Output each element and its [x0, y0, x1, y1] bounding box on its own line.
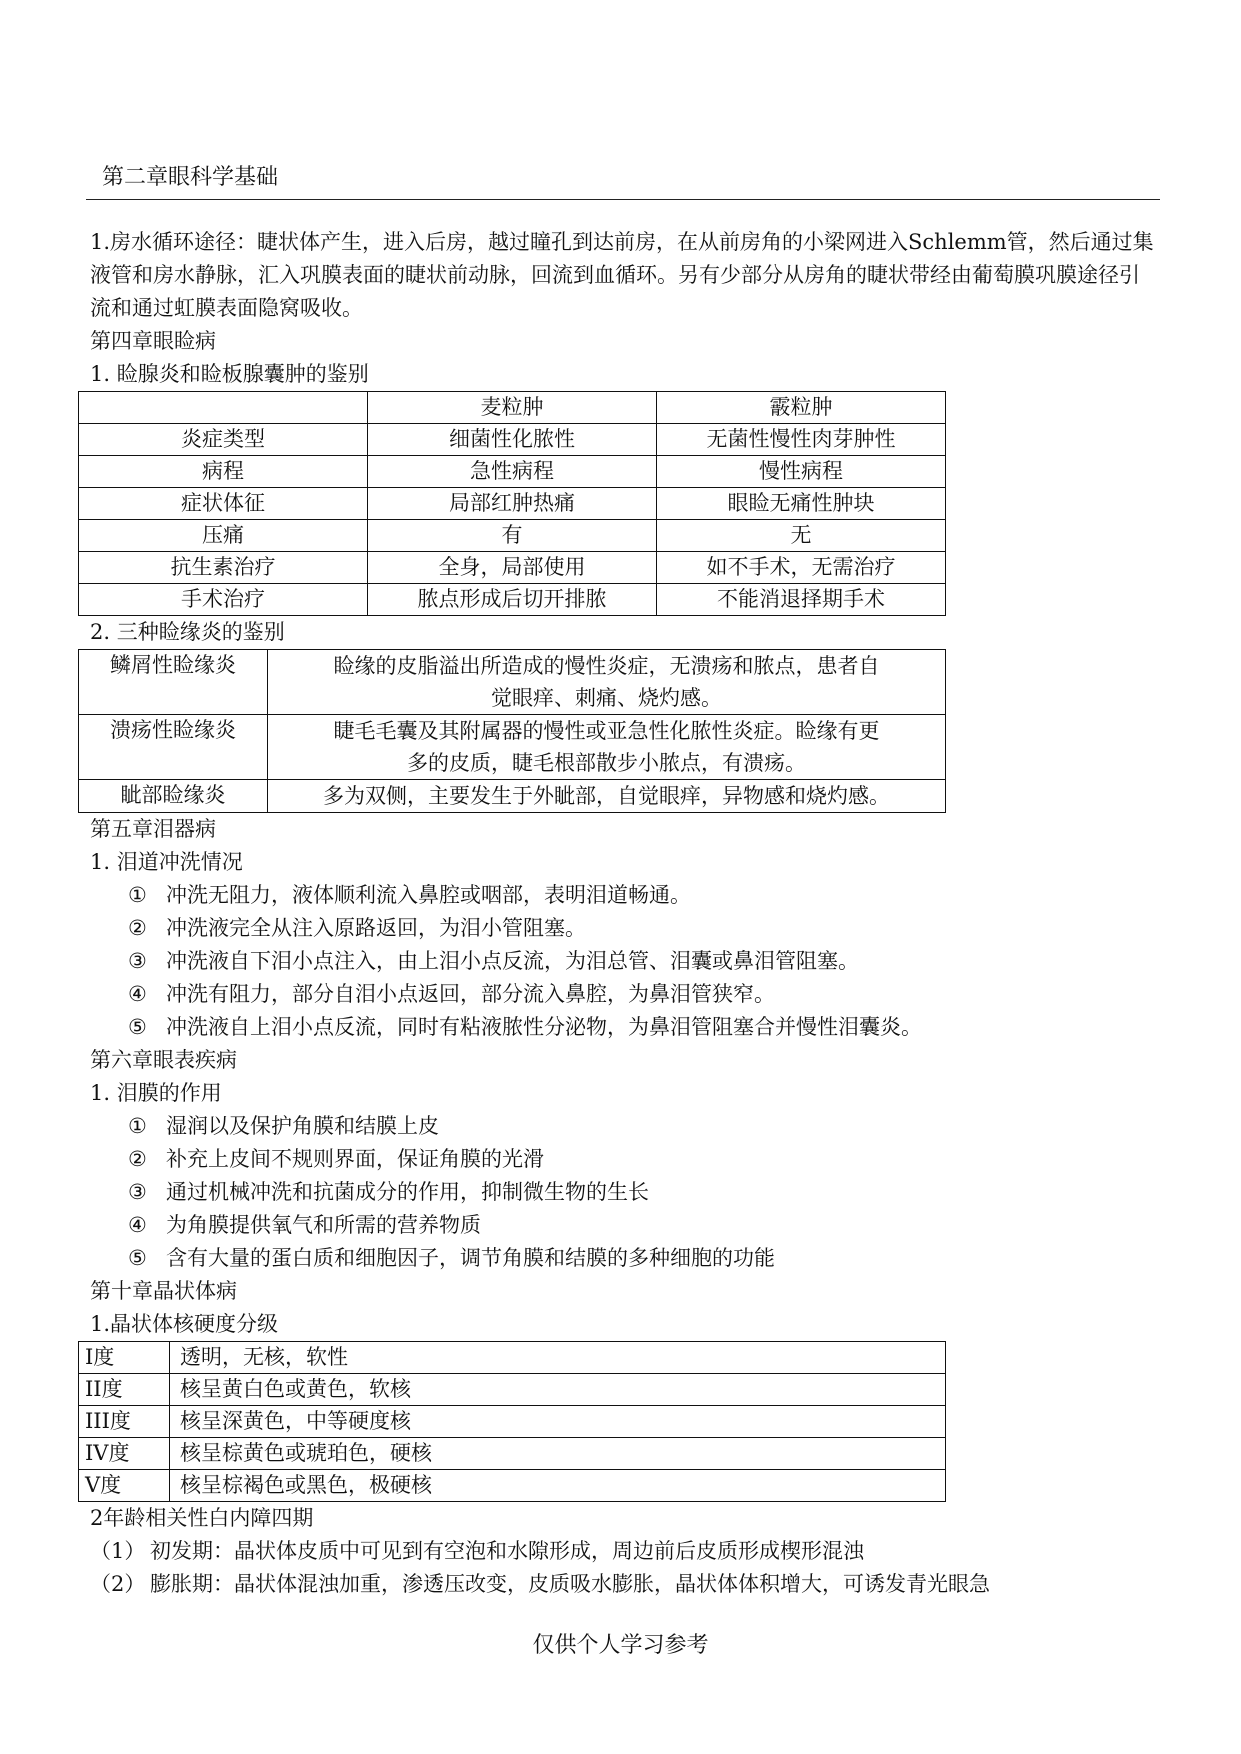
table-row	[79, 1374, 946, 1406]
table-cell: 病程	[79, 456, 368, 488]
table-row	[79, 584, 946, 616]
list-marker: ④	[128, 1213, 147, 1237]
table-cell: 如不手术，无需治疗	[657, 552, 946, 584]
list-marker: ③	[128, 949, 147, 973]
list-item	[90, 1568, 1160, 1601]
list-item	[90, 1209, 1160, 1242]
section-heading: 2. 三种睑缘炎的鉴别	[90, 620, 285, 644]
header-divider	[86, 199, 1160, 200]
list-item	[90, 1143, 1160, 1176]
list-item	[90, 978, 1160, 1011]
list-text: 通过机械冲洗和抗菌成分的作用，抑制微生物的生长	[166, 1180, 649, 1204]
chapter-heading-10: 第十章晶状体病	[90, 1279, 237, 1303]
section-heading: 2年龄相关性白内障四期	[90, 1506, 314, 1530]
list-item	[90, 1176, 1160, 1209]
table-row	[79, 780, 946, 813]
table-cell: 全身，局部使用	[368, 552, 657, 584]
list-text: 冲洗有阻力，部分自泪小点返回，部分流入鼻腔，为鼻泪管狭窄。	[166, 982, 775, 1006]
list-marker: ⑤	[128, 1246, 147, 1270]
list-marker: ③	[128, 1180, 147, 1204]
table-cell-grade: I度	[79, 1342, 170, 1374]
table-cell: 脓点形成后切开排脓	[368, 584, 657, 616]
table-cell-name: 溃疡性睑缘炎	[79, 715, 268, 780]
section-heading: 1. 泪膜的作用	[90, 1081, 222, 1105]
list-text: 膨胀期：晶状体混浊加重，渗透压改变，皮质吸水膨胀，晶状体体积增大，可诱发青光眼急	[150, 1572, 990, 1596]
table-row	[79, 552, 946, 584]
list-item	[90, 1535, 1160, 1568]
table-cell: 有	[368, 520, 657, 552]
document-body	[85, 226, 1160, 1601]
table-cell: 炎症类型	[79, 424, 368, 456]
list-marker: （1）	[90, 1539, 146, 1563]
table-cell: 手术治疗	[79, 584, 368, 616]
table-row	[79, 456, 946, 488]
list-text: 冲洗液完全从注入原路返回，为泪小管阻塞。	[166, 916, 586, 940]
desc-line: 多的皮质，睫毛根部散步小脓点，有溃疡。	[407, 751, 806, 775]
table-header-cell: 霰粒肿	[657, 392, 946, 424]
table-cell-name: 眦部睑缘炎	[79, 780, 268, 813]
list-text: 为角膜提供氧气和所需的营养物质	[166, 1213, 481, 1237]
list-marker: ⑤	[128, 1015, 147, 1039]
table-row	[79, 1342, 946, 1374]
section-heading: 1. 睑腺炎和睑板腺囊肿的鉴别	[90, 362, 369, 386]
table-cell: 症状体征	[79, 488, 368, 520]
list-marker: ②	[128, 916, 147, 940]
table-header-cell: 麦粒肿	[368, 392, 657, 424]
paragraph-aqueous-circulation: 1.房水循环途径：睫状体产生，进入后房，越过瞳孔到达前房，在从前房角的小梁网进入Schlemm管，然后通过集液管和房水静脉，汇入巩膜表面的睫状前动脉，回流到血循环。另有少部分从房角的睫状带经由葡萄膜巩膜途径引流和通过虹膜表面隐窝吸收。	[90, 230, 1154, 320]
table-cell-desc	[268, 715, 946, 780]
section-heading: 1.晶状体核硬度分级	[90, 1312, 279, 1336]
list-item	[90, 945, 1160, 978]
table-cell: 细菌性化脓性	[368, 424, 657, 456]
list-text: 含有大量的蛋白质和细胞因子，调节角膜和结膜的多种细胞的功能	[166, 1246, 775, 1270]
page-header-title: 第二章眼科学基础	[102, 165, 279, 190]
list-item	[90, 912, 1160, 945]
chapter-heading-4: 第四章眼睑病	[90, 329, 216, 353]
table-header-row	[79, 392, 946, 424]
lens-hardness-table	[78, 1341, 946, 1502]
table-cell-grade: II度	[79, 1374, 170, 1406]
table-cell: 无	[657, 520, 946, 552]
hordeolum-chalazion-table	[78, 391, 946, 616]
desc-line: 觉眼痒、刺痛、烧灼感。	[491, 686, 722, 710]
chapter-heading-6: 第六章眼表疾病	[90, 1048, 237, 1072]
table-cell-name: 鳞屑性睑缘炎	[79, 650, 268, 715]
list-text: 冲洗液自上泪小点反流，同时有粘液脓性分泌物，为鼻泪管阻塞合并慢性泪囊炎。	[166, 1015, 922, 1039]
table-cell-desc	[268, 650, 946, 715]
list-item	[90, 1110, 1160, 1143]
table-cell-grade: V度	[79, 1470, 170, 1502]
table-cell: 抗生素治疗	[79, 552, 368, 584]
table-cell-desc: 透明，无核，软性	[170, 1342, 946, 1374]
table-cell: 局部红肿热痛	[368, 488, 657, 520]
table-cell-grade: IV度	[79, 1438, 170, 1470]
page-footer: 仅供个人学习参考	[532, 1633, 709, 1658]
table-cell-desc: 核呈棕褐色或黑色，极硬核	[170, 1470, 946, 1502]
list-item	[90, 1242, 1160, 1275]
list-text: 初发期：晶状体皮质中可见到有空泡和水隙形成，周边前后皮质形成楔形混浊	[150, 1539, 864, 1563]
table-cell: 压痛	[79, 520, 368, 552]
list-text: 湿润以及保护角膜和结膜上皮	[166, 1114, 439, 1138]
table-cell: 慢性病程	[657, 456, 946, 488]
list-text: 冲洗无阻力，液体顺利流入鼻腔或咽部，表明泪道畅通。	[166, 883, 691, 907]
desc-line: 多为双侧，主要发生于外眦部，自觉眼痒，异物感和烧灼感。	[323, 784, 890, 808]
table-cell-desc: 核呈黄白色或黄色，软核	[170, 1374, 946, 1406]
table-header-cell	[79, 392, 368, 424]
list-marker: ①	[128, 1114, 147, 1138]
list-text: 冲洗液自下泪小点注入，由上泪小点反流，为泪总管、泪囊或鼻泪管阻塞。	[166, 949, 859, 973]
table-row	[79, 650, 946, 715]
table-cell-grade: III度	[79, 1406, 170, 1438]
list-marker: ①	[128, 883, 147, 907]
table-cell-desc	[268, 780, 946, 813]
table-row	[79, 1438, 946, 1470]
table-cell: 不能消退择期手术	[657, 584, 946, 616]
table-cell-desc: 核呈深黄色，中等硬度核	[170, 1406, 946, 1438]
table-row	[79, 715, 946, 780]
blepharitis-table	[78, 649, 946, 813]
list-marker: ②	[128, 1147, 147, 1171]
table-row	[79, 520, 946, 552]
list-marker: （2）	[90, 1572, 146, 1596]
chapter-heading-5: 第五章泪器病	[90, 817, 216, 841]
table-cell: 眼睑无痛性肿块	[657, 488, 946, 520]
desc-line: 睫毛毛囊及其附属器的慢性或亚急性化脓性炎症。睑缘有更	[333, 719, 880, 743]
desc-line: 睑缘的皮脂溢出所造成的慢性炎症，无溃疡和脓点，患者自	[333, 654, 880, 678]
table-row	[79, 488, 946, 520]
table-cell: 急性病程	[368, 456, 657, 488]
list-item	[90, 879, 1160, 912]
table-cell: 无菌性慢性肉芽肿性	[657, 424, 946, 456]
list-item	[90, 1011, 1160, 1044]
table-row	[79, 1406, 946, 1438]
table-row	[79, 424, 946, 456]
list-text: 补充上皮间不规则界面，保证角膜的光滑	[166, 1147, 544, 1171]
table-cell-desc: 核呈棕黄色或琥珀色，硬核	[170, 1438, 946, 1470]
list-marker: ④	[128, 982, 147, 1006]
section-heading: 1. 泪道冲洗情况	[90, 850, 243, 874]
table-row	[79, 1470, 946, 1502]
